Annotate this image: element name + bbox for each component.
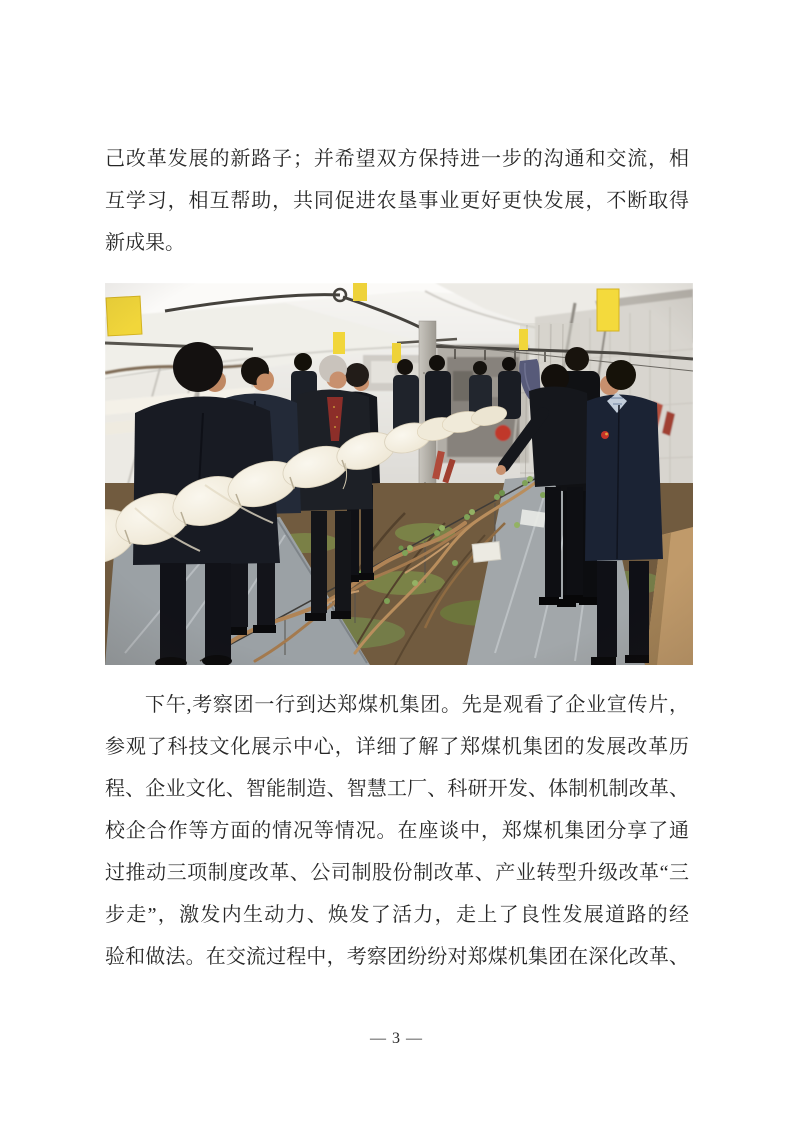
paragraph-line: 校企合作等方面的情况等情况。在座谈中，郑煤机集团分享了通 — [105, 820, 689, 842]
paragraph-line: 互学习，相互帮助，共同促进农垦事业更好更快发展，不断取得 — [105, 190, 689, 212]
paragraph-line: 己改革发展的新路子；并希望双方保持进一步的沟通和交流，相 — [105, 148, 689, 170]
paragraph-line: 新成果。 — [105, 232, 185, 254]
page-number: — 3 — — [370, 1030, 423, 1047]
paragraph-line: 过推动三项制度改革、公司制股份制改革、产业转型升级改革“三 — [105, 862, 689, 884]
paragraph-line: 下午,考察团一行到达郑煤机集团。先是观看了企业宣传片， — [145, 694, 689, 716]
greenhouse-visit-photo — [105, 283, 693, 665]
paragraph-top — [105, 138, 689, 264]
paragraph-bottom — [105, 684, 689, 978]
paragraph-line: 程、企业文化、智能制造、智慧工厂、科研开发、体制机制改革、 — [105, 778, 689, 800]
paragraph-line: 步走”，激发内生动力、焕发了活力，走上了良性发展道路的经 — [105, 904, 689, 926]
paragraph-line: 参观了科技文化展示中心，详细了解了郑煤机集团的发展改革历 — [105, 736, 689, 758]
paragraph-line: 验和做法。在交流过程中，考察团纷纷对郑煤机集团在深化改革、 — [105, 946, 689, 968]
photo-vignette — [105, 283, 693, 665]
